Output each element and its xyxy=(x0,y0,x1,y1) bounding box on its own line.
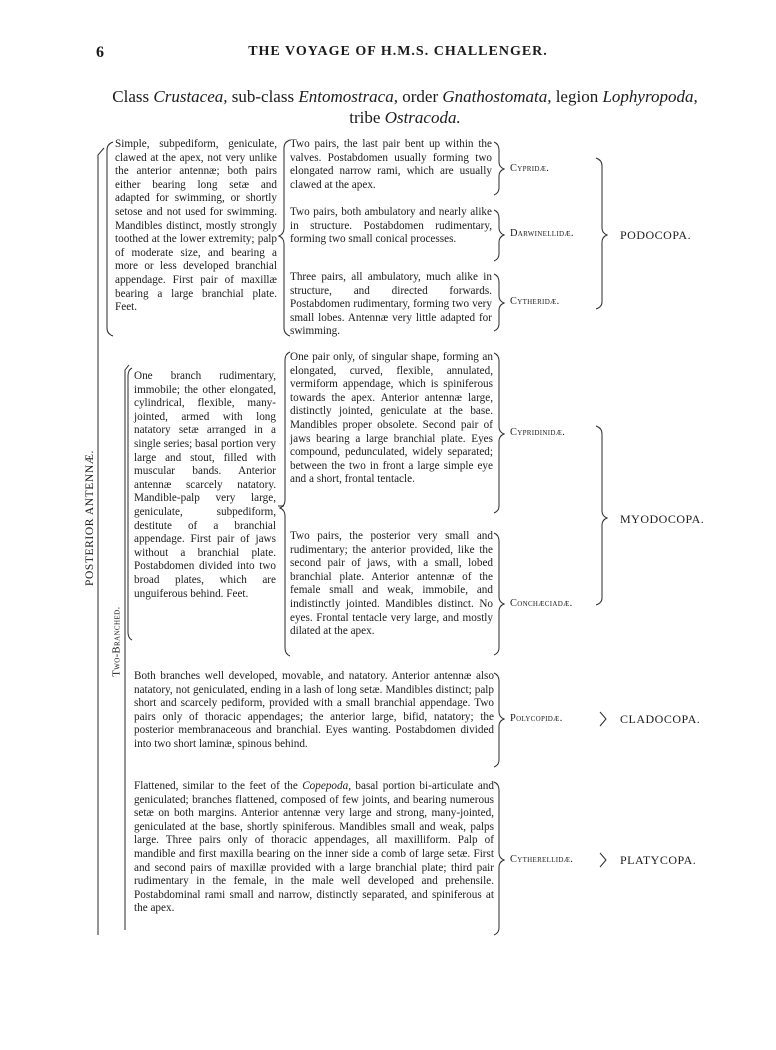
both-branches-text: Both branches well developed, movable, and natatory. Anterior antennæ also natatory, not geniculated, ending in a lash of long setæ. Mandibles distinct; palp short and scarcely pediform, provided with a small branchial appendage. Two pairs only of thoracic appendages; the anterior large, bifid, natatory; the posterior membranaceous and branchial. Eyes wanting. Postabdomen divided into two short laminæ, spinous behind. xyxy=(134,670,494,750)
brace-cytheridae xyxy=(494,274,504,331)
brace-polycopidae xyxy=(494,673,504,767)
flattened-text-pre: Flattened, similar to the feet of the xyxy=(134,780,303,792)
flattened-text-italic: Copepoda, xyxy=(302,780,352,792)
title-subclass-label: sub-class xyxy=(227,87,299,106)
brace-posterior-antennae xyxy=(98,148,104,935)
antennae-simple-text: Simple, subpediform, geniculate, clawed at the apex, not very unlike the anterior antennæ; both pairs either bearing long setæ and adapted for swimming, or shortly setose and not used for swimming. Mandibles distinct, mostly strongly toothed at the lower extremity; palp of moderate size, and bearing a more or less developed branchial appendage. First pair of maxillæ bearing a large branchial plate. Feet. xyxy=(115,138,277,314)
brace-conchaeciadae xyxy=(494,533,504,655)
title-order-label: order xyxy=(397,87,443,106)
brace-feet-myodocopa xyxy=(280,352,290,656)
brace-cypridae xyxy=(494,142,504,195)
feet-darwinellidae-text: Two pairs, both ambulatory and nearly alike in structure. Postabdomen rudimentary, forming two small conical processes. xyxy=(290,206,492,246)
feet-conchaeciadae-text: Two pairs, the posterior very small and rudimentary; the anterior provided, like the second pair of jaws, with a small, lobed branchial plate. Anterior antennæ of the female small and weak, immobile, and indistinctly jointed. Mandibles distinct. No eyes. Frontal tentacle very large, and mostly dilated at the apex. xyxy=(290,530,493,638)
posterior-antennae-label: POSTERIOR ANTENNÆ. xyxy=(84,449,96,586)
brace-feet-podocopa xyxy=(279,140,290,336)
order-platycopa: PLATYCOPA. xyxy=(620,853,697,867)
two-branched-label: Two-Branched. xyxy=(111,606,123,677)
order-myodocopa: MYODOCOPA. xyxy=(620,512,705,526)
family-darwinellidae: Darwinellidæ. xyxy=(510,228,574,239)
brace-cytherellidae xyxy=(494,782,504,935)
one-branch-text: One branch rudimentary, immobile; the other elongated, cylindrical, flexible, many-jointed, armed with long natatory setæ arranged in a single series; basal portion very large and stout, filled with muscular bands. Anterior antennæ scarcely natatory. Mandible-palp very large, geniculate, subpediform, destitute of a branchial appendage. First pair of jaws without a branchial plate. Postabdomen divided into two broad plates, which are unguiferous behind. Feet. xyxy=(134,370,276,600)
brace-one-branch xyxy=(128,368,132,640)
title-class-label: Class xyxy=(112,87,154,106)
family-conchaeciadae: Conchæciadæ. xyxy=(510,598,573,609)
order-cladocopa: CLADOCOPA. xyxy=(620,712,701,726)
family-polycopidae: Polycopidæ. xyxy=(510,713,563,724)
flattened-text-post: basal portion bi-articulate and geniculated; branches flattened, composed of few joints, and bearing numerous setæ on both margins. Anterior antennæ very large and strong, many-jointed, geniculated at the base, shortly spiniferous. Mandibles small and weak, palps large. Three pairs only of thoracic appendages, all maxilliform. Palp of mandible and first maxilla bearing on the inner side a comb of large setæ. First and second pairs of maxillæ provided with a large branchial plate; third pair rudimentary in the female, in the male well developed and prehensile. Postabdominal rami small and narrow, distinctly separated, and spiniferous at the apex. xyxy=(134,780,494,915)
title-order: Gnathostomata, xyxy=(442,87,552,106)
feet-cypridae-text: Two pairs, the last pair bent up within the valves. Postabdomen usually forming two elongated narrow rami, which are usually clawed at the apex. xyxy=(290,138,492,191)
title-class: Crustacea, xyxy=(153,87,228,106)
family-cytheridae: Cytheridæ. xyxy=(510,296,560,307)
title-legion: Lophyropoda, xyxy=(602,87,698,106)
order-podocopa: PODOCOPA. xyxy=(620,228,692,242)
family-cytherellidae: Cytherellidæ. xyxy=(510,854,574,865)
running-title: THE VOYAGE OF H.M.S. CHALLENGER. xyxy=(248,44,548,59)
connector-platycopa xyxy=(600,853,606,867)
feet-cypridinidae-text: One pair only, of singular shape, forming an elongated, curved, flexible, annulated, vermiform appendage, which is spiniferous towards the apex. Anterior antennæ large, distinctly jointed, geniculate at the base. Mandibles proper obsolete. Second pair of jaws bearing a large branchial plate. Eyes compound, pedunculated, widely separated; between the two in front a large simple eye and a short, frontal tentacle. xyxy=(290,351,493,486)
title-tribe-label: tribe xyxy=(349,108,385,127)
brace-cypridinidae xyxy=(494,353,504,513)
connector-cladocopa xyxy=(600,712,606,726)
family-cypridae: Cypridæ. xyxy=(510,163,550,174)
brace-darwinellidae xyxy=(494,210,504,261)
title-legion-label: legion xyxy=(551,87,603,106)
brace-podocopa xyxy=(596,158,607,309)
title-tribe: Ostracoda. xyxy=(384,108,461,127)
brace-myodocopa xyxy=(596,426,607,605)
feet-cytheridae-text: Three pairs, all ambulatory, much alike in structure, and directed forwards. Postabdomen rudimentary, forming two very small lobes. Antennæ very little adapted for swimming. xyxy=(290,271,492,338)
title-subclass: Entomostraca, xyxy=(298,87,398,106)
brace-simple-left xyxy=(107,142,113,336)
family-cypridinidae: Cypridinidæ. xyxy=(510,427,566,438)
page-number: 6 xyxy=(96,44,104,61)
